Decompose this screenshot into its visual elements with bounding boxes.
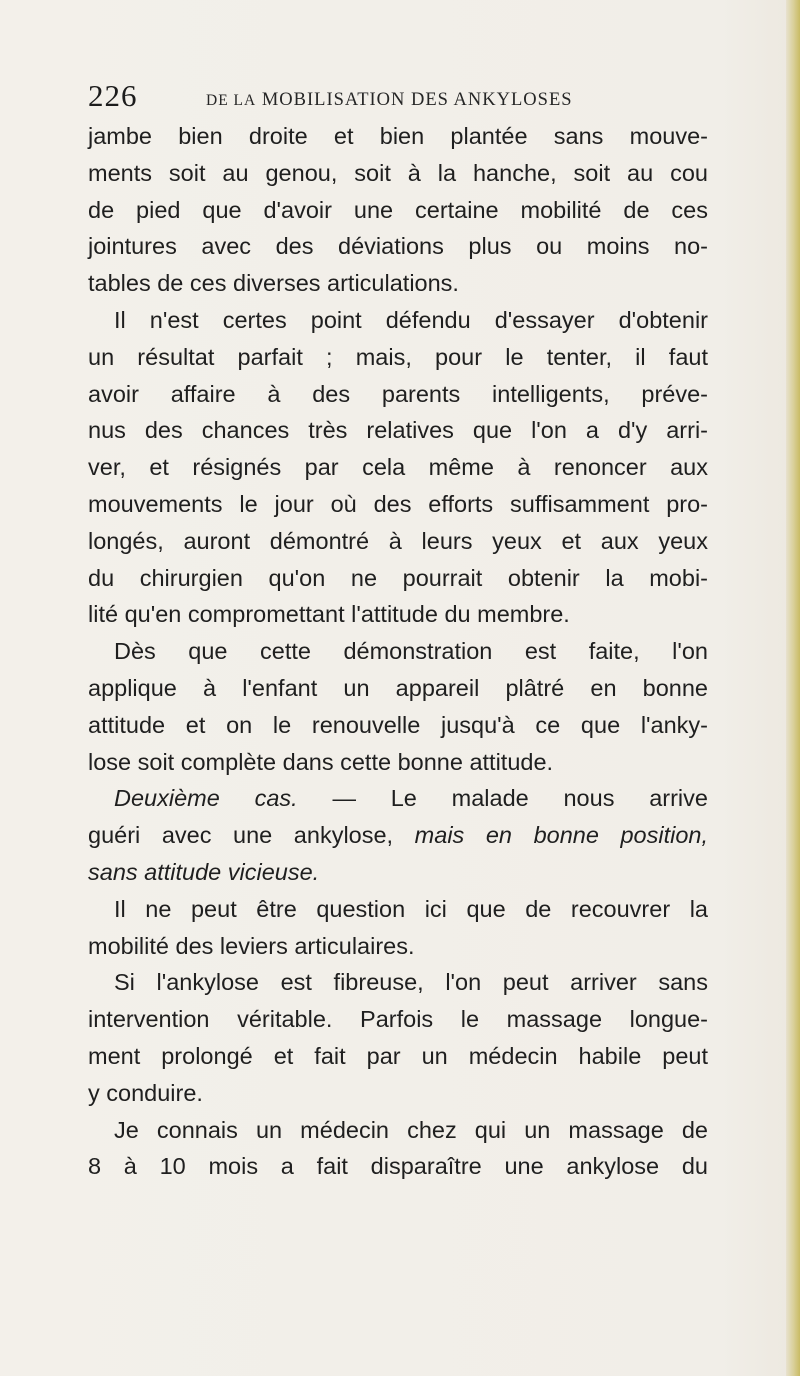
text-line: du chirurgien qu'on ne pourrait obtenir la mobi- — [88, 564, 708, 591]
text-line: de pied que d'avoir une certaine mobilité de ces — [88, 196, 708, 223]
text-line: lité qu'en compromettant l'attitude du membre. — [88, 601, 570, 628]
text-line: un résultat parfait ; mais, pour le tenter, il faut — [88, 343, 708, 370]
text-line: attitude et on le renouvelle jusqu'à ce que l'anky- — [88, 711, 708, 738]
text-run: — Le malade nous arrive — [297, 785, 708, 812]
text-line: ments soit au genou, soit à la hanche, soit au cou — [88, 159, 708, 186]
text-line: Il ne peut être question ici que de recouvrer la — [114, 895, 708, 922]
running-head-title: MOBILISATION DES ANKYLOSES — [261, 90, 573, 110]
section-heading: Deuxième cas. — [114, 785, 298, 812]
text-line: mobilité des leviers articulaires. — [88, 932, 415, 959]
text-line — [88, 817, 708, 854]
text-line: tables de ces diverses articulations. — [88, 270, 459, 297]
italic-run: mais en bonne position, — [414, 822, 709, 849]
page-number: 226 — [88, 78, 138, 113]
running-head-prefix: DE LA — [206, 92, 257, 109]
text-line — [88, 780, 708, 817]
text-line: 8 à 10 mois a fait disparaître une ankylose du — [88, 1153, 708, 1180]
text-line: applique à l'enfant un appareil plâtré en bonne — [88, 674, 708, 701]
text-line: Dès que cette démonstration est faite, l'on — [114, 638, 708, 665]
text-line: nus des chances très relatives que l'on a d'y arri- — [88, 417, 708, 444]
text-line: avoir affaire à des parents intelligents, préve- — [88, 380, 708, 407]
text-line: jointures avec des déviations plus ou moins no- — [88, 233, 708, 260]
text-line: sans attitude vicieuse. — [88, 858, 320, 885]
text-line: jambe bien droite et bien plantée sans mouve- — [88, 123, 708, 149]
body-text — [88, 118, 708, 1185]
text-line: lose soit complète dans cette bonne attitude. — [88, 748, 554, 775]
text-line: y conduire. — [88, 1079, 203, 1106]
text-line: Je connais un médecin chez qui un massage de — [114, 1116, 708, 1143]
text-line: ment prolongé et fait par un médecin habile peut — [88, 1042, 708, 1069]
running-head — [206, 90, 573, 111]
text-line: mouvements le jour où des efforts suffisamment pro- — [88, 490, 708, 517]
text-line: ver, et résignés par cela même à renoncer aux — [88, 454, 708, 481]
page-header — [88, 78, 748, 118]
text-run: guéri avec une ankylose, — [88, 822, 415, 849]
page-edge — [786, 0, 800, 1376]
text-line: Si l'ankylose est fibreuse, l'on peut arriver sans — [114, 969, 708, 996]
text-line: longés, auront démontré à leurs yeux et aux yeux — [88, 527, 708, 554]
text-line: intervention véritable. Parfois le massage longue- — [88, 1006, 708, 1033]
text-line: Il n'est certes point défendu d'essayer d'obtenir — [114, 306, 708, 333]
